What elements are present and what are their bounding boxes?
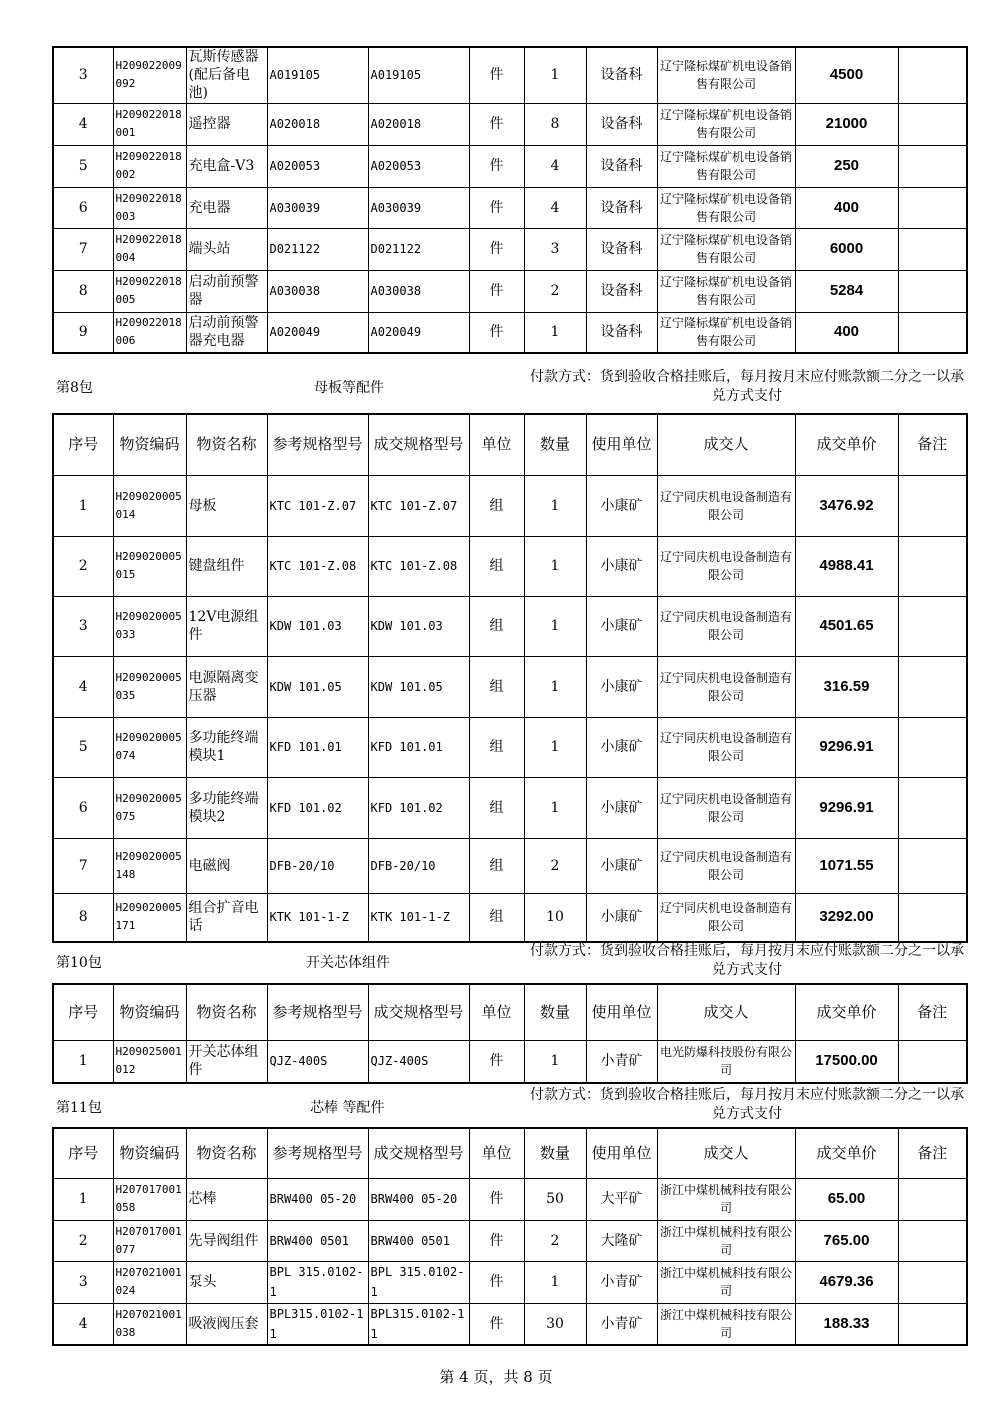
column-header: 使用单位 — [586, 984, 657, 1040]
table-header-row — [53, 1128, 967, 1178]
unit-price: 17500.00 — [795, 1040, 898, 1083]
reference-spec: KDW 101.05 — [267, 656, 368, 717]
vendor: 辽宁同庆机电设备制造有限公司 — [657, 596, 795, 656]
items-table — [52, 46, 968, 354]
package-label: 第8包 — [56, 380, 93, 396]
row-number: 9 — [53, 312, 113, 353]
table-row — [53, 1040, 967, 1083]
material-name: 电磁阀 — [186, 838, 267, 893]
column-header: 备注 — [898, 984, 967, 1040]
user-dept: 设备科 — [586, 312, 657, 353]
package-title: 芯棒 等配件 — [310, 1100, 385, 1116]
quantity: 1 — [524, 656, 586, 717]
unit: 件 — [469, 270, 524, 312]
vendor: 辽宁同庆机电设备制造有限公司 — [657, 475, 795, 536]
material-code: H209020005033 — [113, 596, 186, 656]
package-label: 第10包 — [56, 955, 102, 971]
payment-terms: 付款方式：货到验收合格挂账后，每月按月末应付账款额二分之一以承兑方式支付 — [530, 943, 964, 978]
payment-terms: 付款方式：货到验收合格挂账后，每月按月末应付账款额二分之一以承兑方式支付 — [530, 369, 964, 404]
deal-spec: A020053 — [368, 145, 469, 187]
column-header: 物资编码 — [113, 414, 186, 475]
user-dept: 小青矿 — [586, 1261, 657, 1303]
deal-spec: KTK 101-1-Z — [368, 893, 469, 942]
unit: 组 — [469, 717, 524, 777]
material-code: H209020005148 — [113, 838, 186, 893]
unit: 件 — [469, 145, 524, 187]
material-code: H209022018003 — [113, 187, 186, 228]
unit: 件 — [469, 1261, 524, 1303]
quantity: 2 — [524, 270, 586, 312]
quantity: 2 — [524, 1220, 586, 1261]
row-number: 4 — [53, 656, 113, 717]
remark — [898, 777, 967, 838]
table-row — [53, 312, 967, 353]
remark — [898, 270, 967, 312]
quantity: 4 — [524, 187, 586, 228]
unit-price: 21000 — [795, 103, 898, 145]
table-row — [53, 1178, 967, 1220]
reference-spec: A020049 — [267, 312, 368, 353]
vendor: 电光防爆科技股份有限公司 — [657, 1040, 795, 1083]
row-number: 3 — [53, 596, 113, 656]
deal-spec: BRW400 05-20 — [368, 1178, 469, 1220]
material-name: 端头站 — [186, 228, 267, 270]
vendor: 浙江中煤机械科技有限公司 — [657, 1261, 795, 1303]
table-row — [53, 893, 967, 942]
row-number: 1 — [53, 1040, 113, 1083]
material-code: H209022018001 — [113, 103, 186, 145]
vendor: 辽宁隆标煤矿机电设备销售有限公司 — [657, 228, 795, 270]
unit-price: 188.33 — [795, 1303, 898, 1345]
deal-spec: KTC 101-Z.08 — [368, 536, 469, 596]
unit-price: 9296.91 — [795, 717, 898, 777]
user-dept: 设备科 — [586, 187, 657, 228]
unit: 组 — [469, 536, 524, 596]
material-name: 多功能终端模块2 — [186, 777, 267, 838]
material-code: H209020005015 — [113, 536, 186, 596]
quantity: 1 — [524, 1261, 586, 1303]
material-name: 多功能终端模块1 — [186, 717, 267, 777]
material-name: 键盘组件 — [186, 536, 267, 596]
material-name: 先导阀组件 — [186, 1220, 267, 1261]
material-code: H209025001012 — [113, 1040, 186, 1083]
material-name: 电源隔离变压器 — [186, 656, 267, 717]
column-header: 物资名称 — [186, 414, 267, 475]
deal-spec: A019105 — [368, 47, 469, 103]
user-dept: 小康矿 — [586, 475, 657, 536]
unit: 件 — [469, 47, 524, 103]
unit-price: 400 — [795, 187, 898, 228]
table-row — [53, 1261, 967, 1303]
row-number: 7 — [53, 228, 113, 270]
remark — [898, 228, 967, 270]
vendor: 浙江中煤机械科技有限公司 — [657, 1303, 795, 1345]
remark — [898, 1220, 967, 1261]
user-dept: 设备科 — [586, 145, 657, 187]
table-header-row — [53, 414, 967, 475]
column-header: 参考规格型号 — [267, 984, 368, 1040]
column-header: 物资名称 — [186, 984, 267, 1040]
unit: 组 — [469, 893, 524, 942]
remark — [898, 475, 967, 536]
material-name: 母板 — [186, 475, 267, 536]
user-dept: 小青矿 — [586, 1303, 657, 1345]
reference-spec: BRW400 0501 — [267, 1220, 368, 1261]
unit-price: 765.00 — [795, 1220, 898, 1261]
material-name: 充电盒-V3 — [186, 145, 267, 187]
remark — [898, 103, 967, 145]
material-name: 泵头 — [186, 1261, 267, 1303]
column-header: 备注 — [898, 1128, 967, 1178]
user-dept: 大平矿 — [586, 1178, 657, 1220]
package-title: 母板等配件 — [314, 380, 384, 396]
column-header: 单位 — [469, 984, 524, 1040]
quantity: 30 — [524, 1303, 586, 1345]
column-header: 单位 — [469, 1128, 524, 1178]
reference-spec: KFD 101.02 — [267, 777, 368, 838]
material-name: 组合扩音电话 — [186, 893, 267, 942]
vendor: 辽宁同庆机电设备制造有限公司 — [657, 893, 795, 942]
unit: 件 — [469, 228, 524, 270]
material-name: 启动前预警器充电器 — [186, 312, 267, 353]
row-number: 1 — [53, 475, 113, 536]
unit: 组 — [469, 777, 524, 838]
row-number: 6 — [53, 777, 113, 838]
column-header: 参考规格型号 — [267, 414, 368, 475]
column-header: 序号 — [53, 414, 113, 475]
column-header: 序号 — [53, 984, 113, 1040]
user-dept: 小康矿 — [586, 893, 657, 942]
unit: 组 — [469, 596, 524, 656]
table-row — [53, 838, 967, 893]
remark — [898, 596, 967, 656]
column-header: 成交人 — [657, 1128, 795, 1178]
unit: 组 — [469, 838, 524, 893]
column-header: 成交单价 — [795, 1128, 898, 1178]
table-row — [53, 656, 967, 717]
material-name: 遥控器 — [186, 103, 267, 145]
unit-price: 9296.91 — [795, 777, 898, 838]
column-header: 物资编码 — [113, 1128, 186, 1178]
row-number: 4 — [53, 1303, 113, 1345]
user-dept: 设备科 — [586, 103, 657, 145]
quantity: 10 — [524, 893, 586, 942]
row-number: 5 — [53, 145, 113, 187]
remark — [898, 312, 967, 353]
material-name: 瓦斯传感器(配后备电池) — [186, 47, 267, 103]
column-header: 数量 — [524, 984, 586, 1040]
deal-spec: KDW 101.03 — [368, 596, 469, 656]
reference-spec: D021122 — [267, 228, 368, 270]
material-name: 启动前预警器 — [186, 270, 267, 312]
deal-spec: A020049 — [368, 312, 469, 353]
deal-spec: QJZ-400S — [368, 1040, 469, 1083]
reference-spec: QJZ-400S — [267, 1040, 368, 1083]
unit: 件 — [469, 312, 524, 353]
unit-price: 400 — [795, 312, 898, 353]
vendor: 辽宁同庆机电设备制造有限公司 — [657, 838, 795, 893]
unit-price: 3476.92 — [795, 475, 898, 536]
material-code: H209022018006 — [113, 312, 186, 353]
quantity: 1 — [524, 536, 586, 596]
column-header: 成交规格型号 — [368, 414, 469, 475]
column-header: 备注 — [898, 414, 967, 475]
unit-price: 3292.00 — [795, 893, 898, 942]
deal-spec: D021122 — [368, 228, 469, 270]
row-number: 8 — [53, 893, 113, 942]
remark — [898, 893, 967, 942]
unit-price: 5284 — [795, 270, 898, 312]
column-header: 参考规格型号 — [267, 1128, 368, 1178]
column-header: 物资名称 — [186, 1128, 267, 1178]
user-dept: 小康矿 — [586, 596, 657, 656]
table-row — [53, 145, 967, 187]
remark — [898, 536, 967, 596]
table-row — [53, 187, 967, 228]
material-code: H209022018002 — [113, 145, 186, 187]
deal-spec: BPL315.0102-11 — [368, 1303, 469, 1345]
row-number: 4 — [53, 103, 113, 145]
quantity: 1 — [524, 1040, 586, 1083]
unit-price: 65.00 — [795, 1178, 898, 1220]
reference-spec: A030038 — [267, 270, 368, 312]
quantity: 2 — [524, 838, 586, 893]
package-title: 开关芯体组件 — [306, 955, 390, 971]
reference-spec: DFB-20/10 — [267, 838, 368, 893]
vendor: 辽宁同庆机电设备制造有限公司 — [657, 656, 795, 717]
items-table — [52, 983, 968, 1084]
row-number: 1 — [53, 1178, 113, 1220]
material-name: 充电器 — [186, 187, 267, 228]
row-number: 8 — [53, 270, 113, 312]
row-number: 2 — [53, 536, 113, 596]
user-dept: 小康矿 — [586, 656, 657, 717]
deal-spec: A030039 — [368, 187, 469, 228]
items-table — [52, 413, 968, 943]
column-header: 单位 — [469, 414, 524, 475]
column-header: 成交规格型号 — [368, 984, 469, 1040]
table-header-row — [53, 984, 967, 1040]
items-table — [52, 1127, 968, 1346]
vendor: 浙江中煤机械科技有限公司 — [657, 1178, 795, 1220]
remark — [898, 47, 967, 103]
material-code: H209022018005 — [113, 270, 186, 312]
quantity: 1 — [524, 777, 586, 838]
page-footer: 第 4 页，共 8 页 — [439, 1368, 553, 1386]
table-row — [53, 103, 967, 145]
material-code: H207017001058 — [113, 1178, 186, 1220]
vendor: 辽宁隆标煤矿机电设备销售有限公司 — [657, 187, 795, 228]
reference-spec: A020053 — [267, 145, 368, 187]
table-row — [53, 270, 967, 312]
unit-price: 4501.65 — [795, 596, 898, 656]
unit-price: 6000 — [795, 228, 898, 270]
quantity: 1 — [524, 596, 586, 656]
row-number: 5 — [53, 717, 113, 777]
package-label: 第11包 — [56, 1100, 102, 1116]
vendor: 辽宁隆标煤矿机电设备销售有限公司 — [657, 145, 795, 187]
quantity: 4 — [524, 145, 586, 187]
deal-spec: BPL 315.0102-1 — [368, 1261, 469, 1303]
material-code: H207021001038 — [113, 1303, 186, 1345]
column-header: 成交人 — [657, 414, 795, 475]
column-header: 使用单位 — [586, 414, 657, 475]
table-row — [53, 536, 967, 596]
deal-spec: KFD 101.01 — [368, 717, 469, 777]
material-code: H209020005074 — [113, 717, 186, 777]
user-dept: 设备科 — [586, 47, 657, 103]
user-dept: 小康矿 — [586, 777, 657, 838]
deal-spec: KDW 101.05 — [368, 656, 469, 717]
table-row — [53, 596, 967, 656]
column-header: 成交单价 — [795, 414, 898, 475]
reference-spec: BRW400 05-20 — [267, 1178, 368, 1220]
material-code: H209020005035 — [113, 656, 186, 717]
material-name: 12V电源组件 — [186, 596, 267, 656]
unit: 组 — [469, 656, 524, 717]
vendor: 辽宁隆标煤矿机电设备销售有限公司 — [657, 47, 795, 103]
vendor: 浙江中煤机械科技有限公司 — [657, 1220, 795, 1261]
unit-price: 4988.41 — [795, 536, 898, 596]
remark — [898, 1040, 967, 1083]
reference-spec: KTC 101-Z.07 — [267, 475, 368, 536]
remark — [898, 838, 967, 893]
row-number: 6 — [53, 187, 113, 228]
column-header: 数量 — [524, 1128, 586, 1178]
remark — [898, 1303, 967, 1345]
unit-price: 316.59 — [795, 656, 898, 717]
quantity: 1 — [524, 312, 586, 353]
table-row — [53, 717, 967, 777]
user-dept: 小康矿 — [586, 838, 657, 893]
remark — [898, 717, 967, 777]
unit: 件 — [469, 103, 524, 145]
user-dept: 大隆矿 — [586, 1220, 657, 1261]
table-row — [53, 475, 967, 536]
table-row — [53, 228, 967, 270]
row-number: 7 — [53, 838, 113, 893]
user-dept: 设备科 — [586, 270, 657, 312]
user-dept: 小康矿 — [586, 536, 657, 596]
reference-spec: KFD 101.01 — [267, 717, 368, 777]
row-number: 3 — [53, 47, 113, 103]
vendor: 辽宁隆标煤矿机电设备销售有限公司 — [657, 103, 795, 145]
quantity: 50 — [524, 1178, 586, 1220]
column-header: 成交单价 — [795, 984, 898, 1040]
table-row — [53, 1220, 967, 1261]
reference-spec: BPL315.0102-11 — [267, 1303, 368, 1345]
material-code: H209022009092 — [113, 47, 186, 103]
reference-spec: A019105 — [267, 47, 368, 103]
deal-spec: A030038 — [368, 270, 469, 312]
quantity: 1 — [524, 717, 586, 777]
vendor: 辽宁同庆机电设备制造有限公司 — [657, 536, 795, 596]
unit: 件 — [469, 1178, 524, 1220]
quantity: 3 — [524, 228, 586, 270]
material-code: H209020005075 — [113, 777, 186, 838]
material-code: H207021001024 — [113, 1261, 186, 1303]
user-dept: 小青矿 — [586, 1040, 657, 1083]
unit-price: 4679.36 — [795, 1261, 898, 1303]
column-header: 成交人 — [657, 984, 795, 1040]
vendor: 辽宁隆标煤矿机电设备销售有限公司 — [657, 270, 795, 312]
material-code: H209020005014 — [113, 475, 186, 536]
reference-spec: A020018 — [267, 103, 368, 145]
remark — [898, 187, 967, 228]
table-row — [53, 777, 967, 838]
vendor: 辽宁同庆机电设备制造有限公司 — [657, 777, 795, 838]
column-header: 数量 — [524, 414, 586, 475]
unit: 组 — [469, 475, 524, 536]
unit: 件 — [469, 1040, 524, 1083]
row-number: 2 — [53, 1220, 113, 1261]
quantity: 1 — [524, 47, 586, 103]
payment-terms: 付款方式：货到验收合格挂账后，每月按月末应付账款额二分之一以承兑方式支付 — [530, 1087, 964, 1122]
material-code: H209020005171 — [113, 893, 186, 942]
user-dept: 设备科 — [586, 228, 657, 270]
unit-price: 1071.55 — [795, 838, 898, 893]
material-name: 吸液阀压套 — [186, 1303, 267, 1345]
quantity: 1 — [524, 475, 586, 536]
reference-spec: KDW 101.03 — [267, 596, 368, 656]
column-header: 序号 — [53, 1128, 113, 1178]
column-header: 使用单位 — [586, 1128, 657, 1178]
table-row — [53, 1303, 967, 1345]
material-code: H209022018004 — [113, 228, 186, 270]
remark — [898, 1261, 967, 1303]
row-number: 3 — [53, 1261, 113, 1303]
reference-spec: A030039 — [267, 187, 368, 228]
unit: 件 — [469, 187, 524, 228]
user-dept: 小康矿 — [586, 717, 657, 777]
quantity: 8 — [524, 103, 586, 145]
column-header: 物资编码 — [113, 984, 186, 1040]
deal-spec: KTC 101-Z.07 — [368, 475, 469, 536]
material-code: H207017001077 — [113, 1220, 186, 1261]
unit-price: 250 — [795, 145, 898, 187]
deal-spec: DFB-20/10 — [368, 838, 469, 893]
unit: 件 — [469, 1303, 524, 1345]
material-name: 芯棒 — [186, 1178, 267, 1220]
material-name: 开关芯体组件 — [186, 1040, 267, 1083]
remark — [898, 656, 967, 717]
remark — [898, 145, 967, 187]
deal-spec: KFD 101.02 — [368, 777, 469, 838]
deal-spec: A020018 — [368, 103, 469, 145]
unit: 件 — [469, 1220, 524, 1261]
reference-spec: BPL 315.0102-1 — [267, 1261, 368, 1303]
remark — [898, 1178, 967, 1220]
reference-spec: KTK 101-1-Z — [267, 893, 368, 942]
reference-spec: KTC 101-Z.08 — [267, 536, 368, 596]
table-row — [53, 47, 967, 103]
unit-price: 4500 — [795, 47, 898, 103]
column-header: 成交规格型号 — [368, 1128, 469, 1178]
vendor: 辽宁隆标煤矿机电设备销售有限公司 — [657, 312, 795, 353]
deal-spec: BRW400 0501 — [368, 1220, 469, 1261]
vendor: 辽宁同庆机电设备制造有限公司 — [657, 717, 795, 777]
